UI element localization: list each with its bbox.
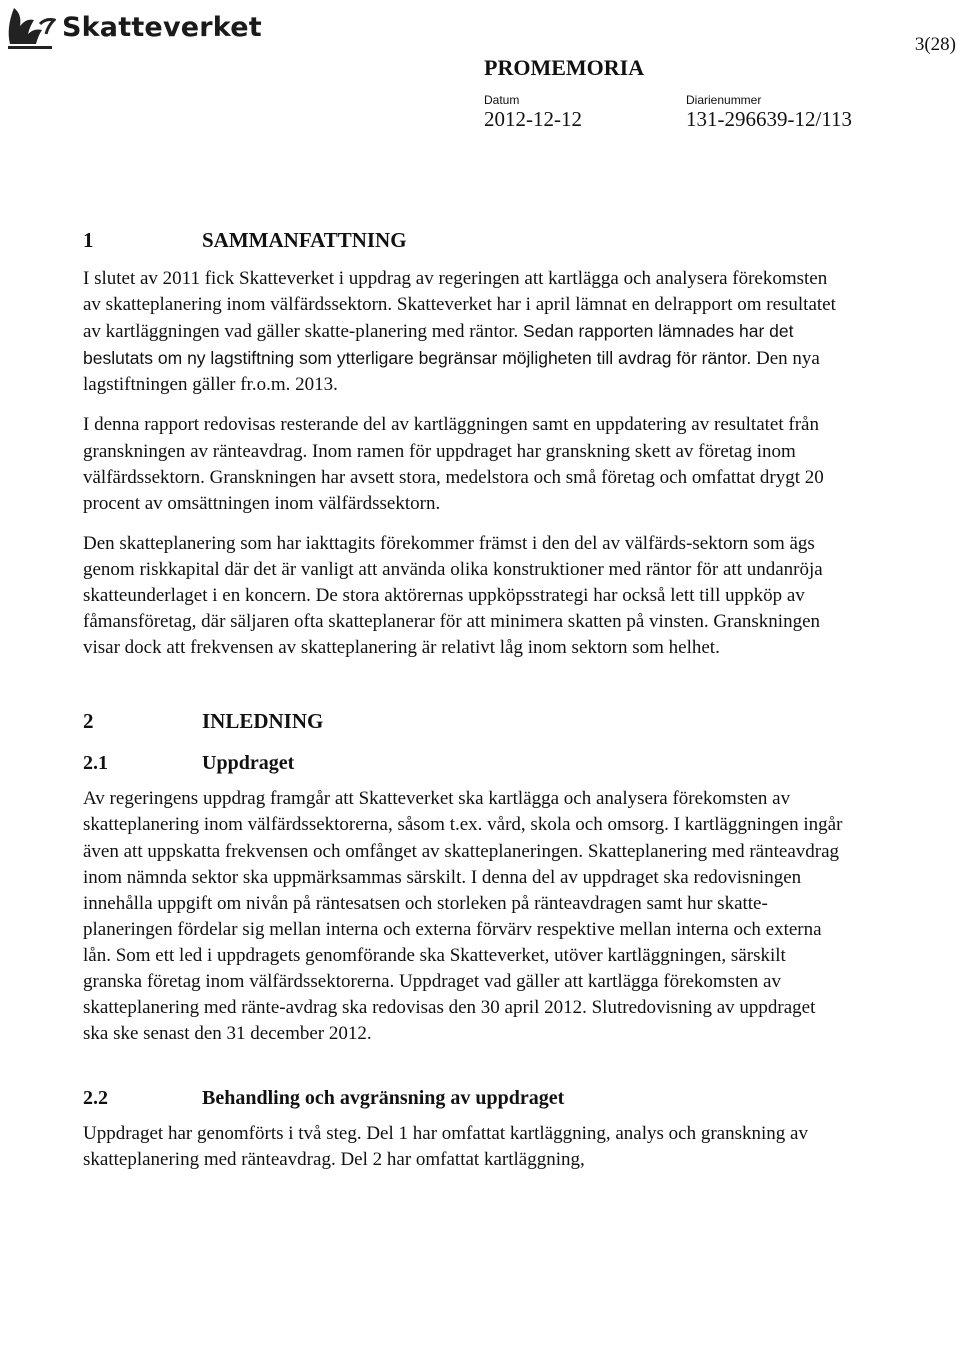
heading-behandling [83, 1087, 843, 1110]
crown-logo-icon [4, 4, 56, 50]
section-title: INLEDNING [202, 709, 324, 734]
document-body [83, 228, 843, 1173]
summary-paragraph-3: Den skatteplanering som har iakttagits förekommer främst i den del av välfärds-sektorn som ägs genom riskkapital där det är vanligt att använda olika konstruktioner med räntor för att undanröja skatteunderlaget i en koncern. De stora aktörernas uppköpsstrategi har också lett till uppköp av fåmansföretag, där säljaren ofta skatteplanerar för att minimera skatten på vinsten. Granskningen visar dock att frekvensen av skatteplanering är relativt låg inom sektorn som helhet. [83, 532, 823, 659]
reference-label: Diarienummer [686, 93, 762, 107]
section-number: 2.2 [83, 1087, 108, 1110]
section-title: SAMMANFATTNING [202, 228, 407, 252]
summary-text-tail: Den nya lagstiftningen gäller fr.o.m. 2013. [83, 348, 820, 396]
heading-sammanfattning [83, 228, 843, 253]
section-number: 2 [83, 709, 94, 734]
section-title: Uppdraget [202, 752, 295, 775]
page-number: 3(28) [914, 34, 956, 55]
document-type: PROMEMORIA [484, 55, 645, 80]
section-number: 2.1 [83, 752, 108, 775]
date-value: 2012-12-12 [484, 107, 582, 131]
heading-inledning [83, 709, 843, 734]
summary-paragraph-1 [83, 266, 843, 398]
summary-paragraph-2: I denna rapport redovisas resterande del av kartläggningen samt en uppdatering av resultatet från granskningen av ränteavdrag. Inom ramen för uppdraget har granskning skett av företag inom välfärdssektorn. Granskningen har avsett stora, medelstora och små företag och omfattat drygt 20 procent av omsättningen inom välfärdssektorn. [83, 414, 824, 514]
section-title: Behandling och avgränsning av uppdraget [202, 1087, 565, 1110]
reference-value: 131-296639-12/113 [686, 107, 853, 131]
summary-text-sans: Sedan rapporten lämnades har det beslutats om ny lagstiftning som ytterligare begränsar möjligheten till avdrag för räntor. [83, 321, 794, 369]
brand-name: Skatteverket [62, 11, 262, 43]
skatteverket-logo [4, 4, 262, 50]
heading-uppdraget [83, 752, 843, 775]
behandling-paragraph: Uppdraget har genomförts i två steg. Del 1 har omfattat kartläggning, analys och granskning av skatteplanering med ränteavdrag. Del 2 har omfattat kartläggning, [83, 1123, 808, 1171]
section-number: 1 [83, 228, 94, 252]
uppdraget-paragraph: Av regeringens uppdrag framgår att Skatteverket ska kartlägga och analysera förekomsten av skatteplanering inom välfärdssektorerna, såsom t.ex. vård, skola och omsorg. I kartläggningen ingår även att uppskatta frekvensen och omfånget av skatteplaneringen. Skatteplanering med ränteavdrag inom nämnda sektor ska uppmärksammas särskilt. I denna del av uppdraget ska redovisningen innehålla uppgift om nivån på räntesatsen och storleken på ränteavdragen samt hur skatte-planeringen fördelar sig mellan interna och externa förvärv respektive mellan interna och externa lån. Som ett led i uppdragets genomförande ska Skatteverket, utöver kartläggningen, särskilt granska företag inom välfärdssektorerna. Uppdraget vad gäller att kartlägga förekomsten av skatteplanering med ränte-avdrag ska redovisas den 30 april 2012. Slutredovisning av uppdraget ska ske senast den 31 december 2012. [83, 788, 843, 1045]
date-label: Datum [484, 93, 520, 107]
summary-text-serif: I slutet av 2011 fick Skatteverket i uppdrag av regeringen att kartlägga och analysera förekomsten av skatteplanering inom välfärdssektorn. Skatteverket har i april lämnat en delrapport om resultatet av kartläggningen vad gäller skatte-planering med räntor. [83, 268, 836, 343]
